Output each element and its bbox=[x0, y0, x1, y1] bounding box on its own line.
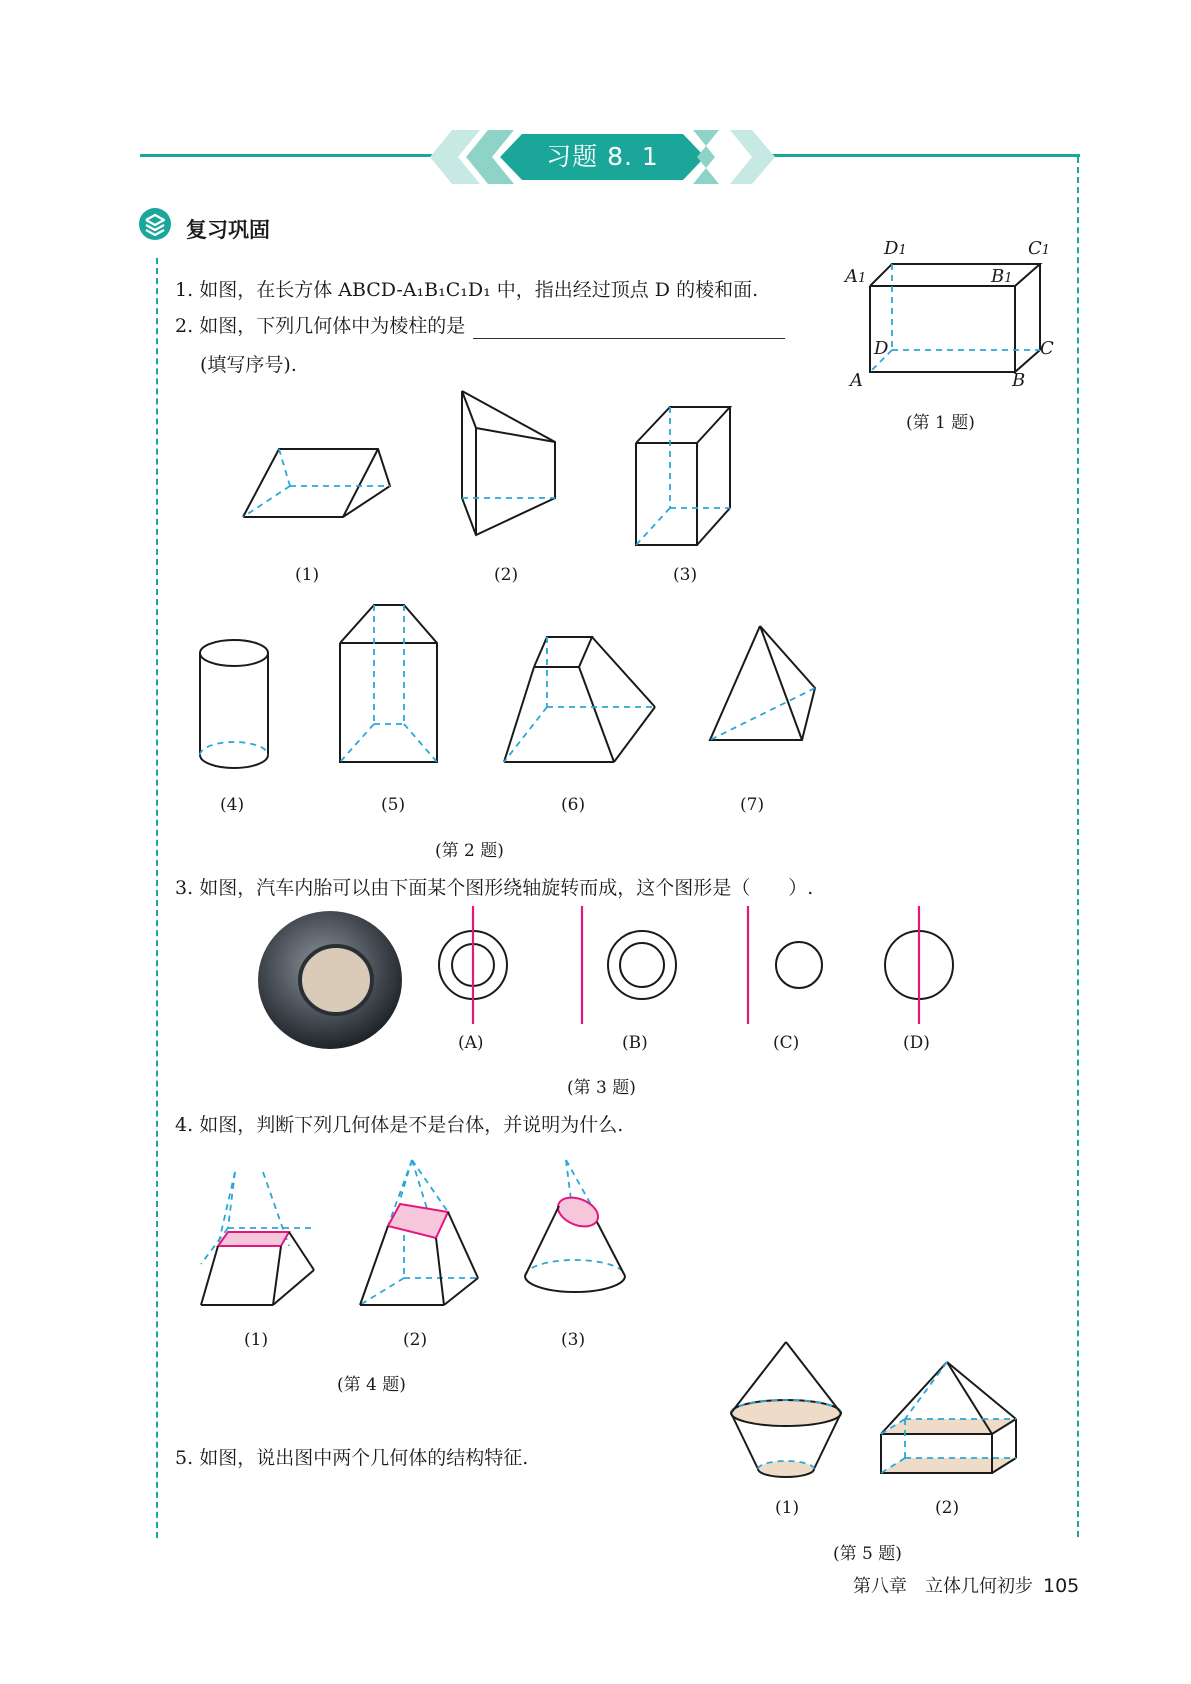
option-c-label: (C) bbox=[773, 1033, 800, 1053]
figure-2-item-label: (2) bbox=[494, 565, 519, 585]
figure-2-item-label: (4) bbox=[220, 795, 245, 815]
label-b1: B bbox=[991, 266, 1005, 287]
figure-1-caption: (第 1 题) bbox=[906, 413, 975, 433]
question-text: 如图，判断下列几何体是不是台体，并说明为什么. bbox=[199, 1114, 624, 1136]
question-number: 2. bbox=[175, 315, 194, 337]
question-number: 5. bbox=[175, 1447, 194, 1469]
figure-4-item-label: (2) bbox=[403, 1330, 428, 1350]
label-sub: 1 bbox=[1041, 243, 1051, 258]
figure-2-caption: (第 2 题) bbox=[435, 841, 504, 861]
figure-3-caption: (第 3 题) bbox=[567, 1078, 636, 1098]
page-footer bbox=[853, 1572, 1079, 1598]
option-a-label: (A) bbox=[458, 1033, 484, 1053]
figure-5-caption: (第 5 题) bbox=[833, 1544, 902, 1564]
figure-2-item-label: (3) bbox=[673, 565, 698, 585]
label-d1: D bbox=[884, 238, 899, 259]
question-text: 如图，下列几何体中为棱柱的是 bbox=[199, 315, 466, 337]
label-c1: C bbox=[1028, 238, 1042, 259]
question-text: 如图，说出图中两个几何体的结构特征. bbox=[199, 1447, 529, 1469]
label-a1: A bbox=[845, 266, 858, 287]
figure-5-item-label: (2) bbox=[935, 1498, 960, 1518]
label-sub: 1 bbox=[1004, 271, 1013, 286]
question-number: 3. bbox=[175, 877, 194, 899]
figure-4-item-label: (3) bbox=[561, 1330, 586, 1350]
label-c: C bbox=[1040, 338, 1054, 359]
question-text: 如图，汽车内胎可以由下面某个图形绕轴旋转而成，这个图形是（ ）. bbox=[199, 877, 814, 899]
label-d: D bbox=[874, 338, 889, 359]
label-b: B bbox=[1012, 370, 1026, 391]
page-number: 105 bbox=[1043, 1575, 1080, 1597]
chapter-title: 第八章 立体几何初步 bbox=[853, 1576, 1033, 1597]
question-text: 如图，在长方体 ABCD-A₁B₁C₁D₁ 中，指出经过顶点 D 的棱和面. bbox=[199, 279, 759, 301]
exercise-title: 习题 8. 1 bbox=[546, 142, 659, 171]
figure-2-item-label: (1) bbox=[295, 565, 320, 585]
figure-4-caption: (第 4 题) bbox=[337, 1375, 406, 1395]
figure-5-item-label: (1) bbox=[775, 1498, 800, 1518]
figure-2-item-label: (6) bbox=[561, 795, 586, 815]
label-a: A bbox=[850, 370, 863, 391]
question-number: 4. bbox=[175, 1114, 194, 1136]
section-title: 复习巩固 bbox=[186, 218, 270, 242]
option-d-label: (D) bbox=[903, 1033, 930, 1053]
option-b-label: (B) bbox=[622, 1033, 648, 1053]
label-sub: 1 bbox=[858, 271, 867, 286]
figure-2-item-label: (5) bbox=[381, 795, 406, 815]
question-2-continued: (填写序号). bbox=[200, 354, 297, 376]
figure-2-item-label: (7) bbox=[740, 795, 765, 815]
question-number: 1. bbox=[175, 279, 194, 301]
label-sub: 1 bbox=[898, 243, 907, 258]
figure-4-item-label: (1) bbox=[244, 1330, 269, 1350]
